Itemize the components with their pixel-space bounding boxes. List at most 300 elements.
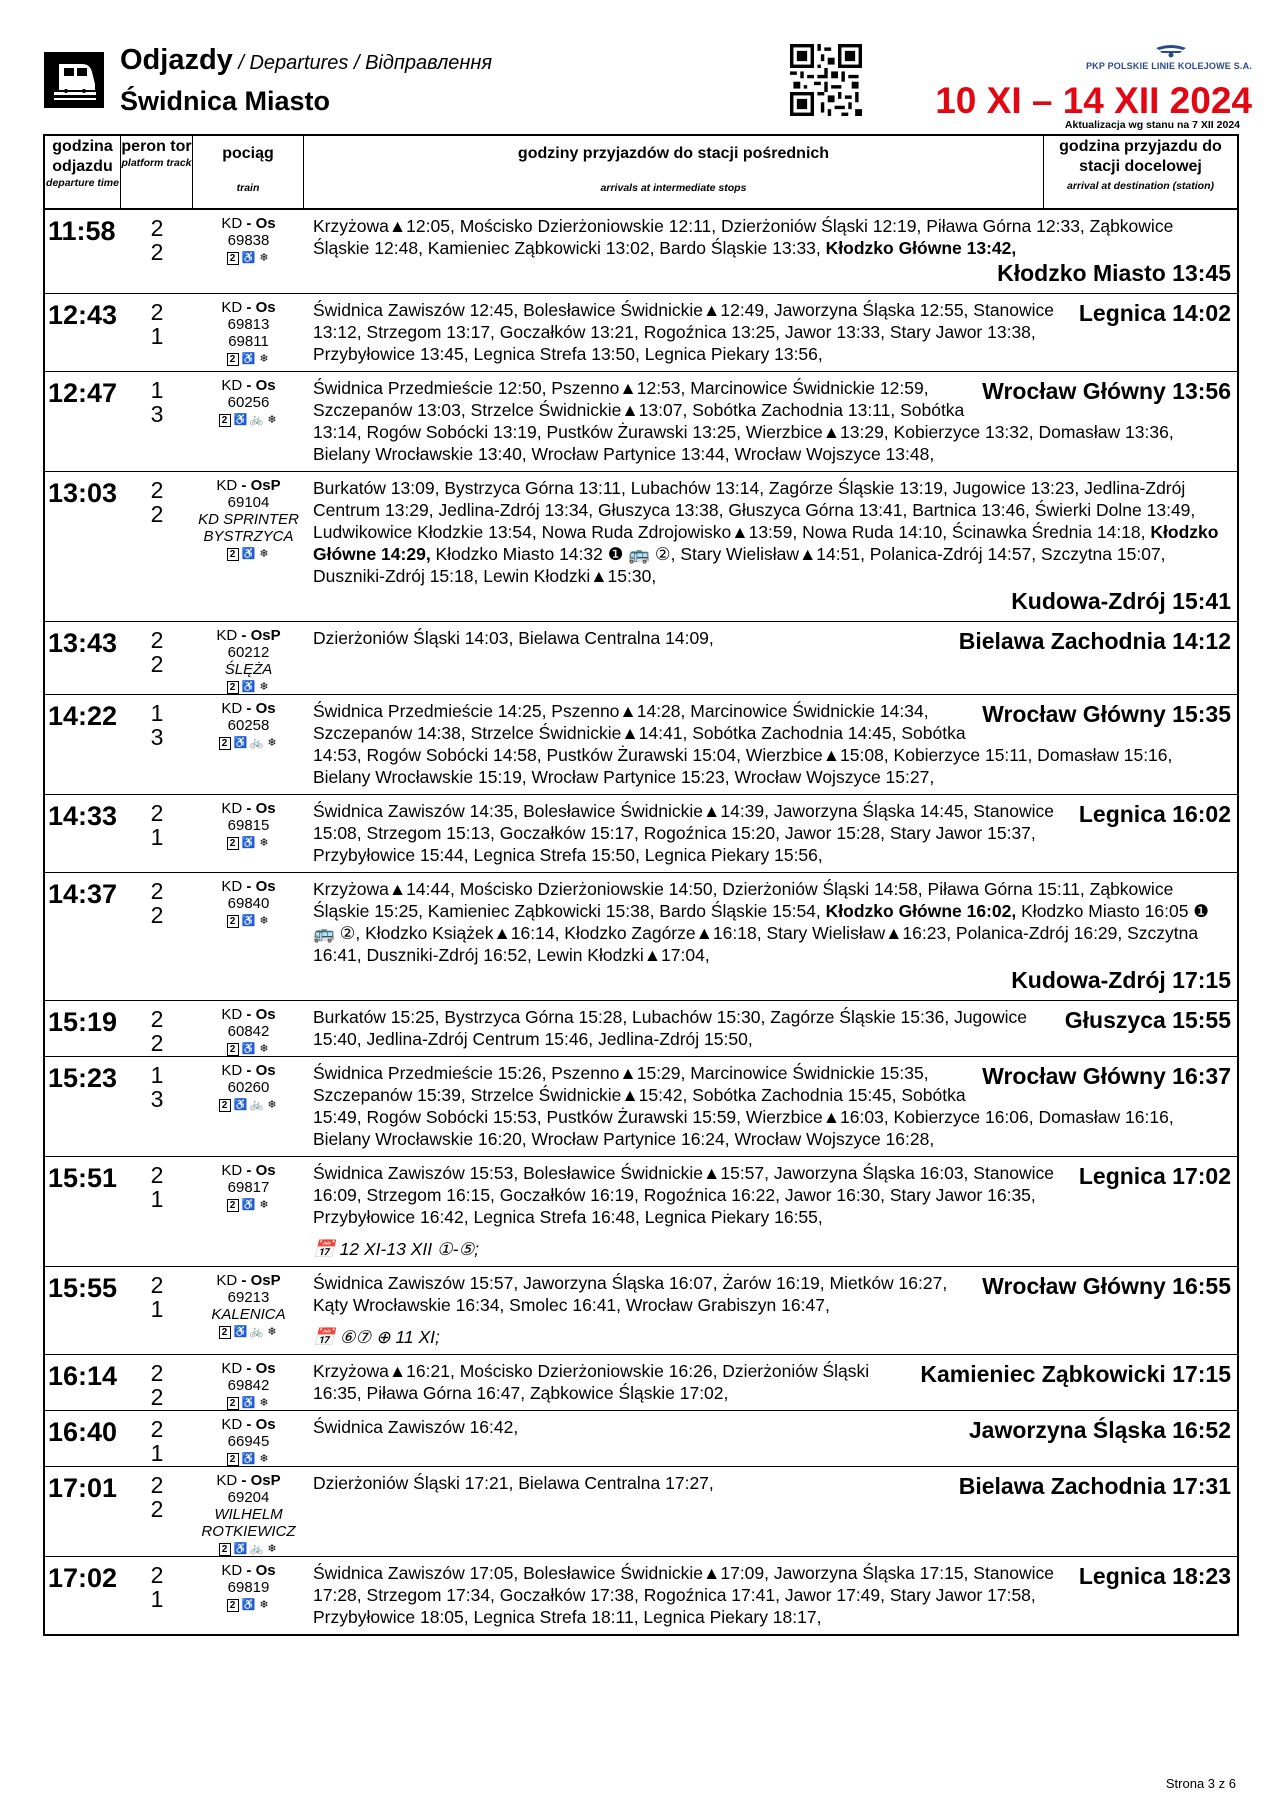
train-type: OsP [250, 1472, 281, 1489]
train-category: KD - Os [221, 1062, 276, 1079]
column-stops-pl: godziny przyjazdów do stacji pośrednich [517, 145, 830, 162]
track-number: 1 [150, 1186, 164, 1212]
column-platform-pl: peron tor [121, 138, 192, 155]
departure-row [45, 1466, 1237, 1556]
departure-time: 13:43 [48, 628, 118, 658]
train-icon [44, 52, 104, 108]
train-category: KD - Os [221, 1162, 276, 1179]
platform-track [121, 1267, 193, 1354]
wheelchair-icon: ♿ [241, 548, 256, 560]
validity-period: 10 XI – 14 XII 2024 [935, 80, 1252, 121]
column-header-train [193, 136, 304, 208]
train-type: Os [255, 1416, 276, 1433]
train-number: 69842 [227, 1377, 270, 1394]
train-number: 60260 [227, 1079, 270, 1096]
departure-row [45, 1056, 1237, 1156]
amenities [193, 252, 304, 265]
air-conditioning-icon: ❄ [267, 1099, 277, 1111]
title-bold: Odjazdy [120, 44, 233, 76]
train-number: 69819 [227, 1579, 270, 1596]
train-info [193, 210, 304, 293]
departure-row [45, 1000, 1237, 1056]
platform-track [121, 695, 193, 794]
air-conditioning-icon: ❄ [259, 252, 269, 264]
bicycle-icon: 🚲 [249, 1099, 264, 1111]
class-2-icon: 2 [227, 353, 239, 366]
departures-list [45, 210, 1237, 1634]
train-info [193, 622, 304, 694]
train-info [193, 1001, 304, 1056]
platform-number: 2 [150, 1472, 164, 1498]
column-header-stops [304, 136, 1044, 208]
intermediate-stops [304, 695, 1237, 794]
wheelchair-icon: ♿ [241, 252, 256, 264]
destination: Legnica 16:02 [1078, 801, 1231, 827]
destination: Legnica 14:02 [1078, 300, 1231, 326]
wheelchair-icon: ♿ [241, 1043, 256, 1055]
train-number: 60256 [227, 394, 270, 411]
wheelchair-icon: ♿ [233, 737, 248, 749]
departure-row [45, 371, 1237, 471]
amenities [193, 353, 304, 366]
bicycle-icon: 🚲 [249, 737, 264, 749]
track-number: 2 [150, 501, 164, 527]
train-info [193, 1467, 304, 1556]
departure-row [45, 293, 1237, 371]
departure-time: 15:51 [48, 1163, 118, 1193]
train-info [193, 1267, 304, 1354]
stops-list: Świdnica Zawiszów 16:42, [313, 1417, 519, 1437]
bicycle-icon: 🚲 [249, 1326, 264, 1338]
departure-time: 16:40 [48, 1417, 118, 1447]
train-info [193, 1411, 304, 1466]
stops-list: Świdnica Zawiszów 15:57, Jaworzyna Śląska 16:07, Żarów 16:19, Mietków 16:27, Kąty Wrocławskie 16:34, Smolec 16:41, Wrocław Grabiszyn 16:47, [313, 1273, 948, 1315]
departure-time: 13:03 [48, 478, 118, 508]
destination: Kudowa-Zdrój 17:15 [1011, 967, 1231, 993]
departure-row [45, 210, 1237, 293]
wheelchair-icon: ♿ [241, 353, 256, 365]
wheelchair-icon: ♿ [233, 1326, 248, 1338]
intermediate-stops [304, 1355, 1237, 1410]
air-conditioning-icon: ❄ [267, 1543, 277, 1555]
wheelchair-icon: ♿ [233, 1543, 248, 1555]
platform-track [121, 1001, 193, 1056]
stops-list: Burkatów 15:25, Bystrzyca Górna 15:28, Lubachów 15:30, Zagórze Śląskie 15:36, Jugowice 15:40, Jedlina-Zdrój Centrum 15:46, Jedlina-Zdrój 15:50, [313, 1007, 1028, 1049]
amenities [193, 1099, 304, 1112]
column-time-en: departure time [46, 177, 119, 189]
destination: Bielawa Zachodnia 17:31 [958, 1473, 1231, 1499]
departure-time: 17:02 [48, 1563, 118, 1593]
operator-name: PKP POLSKIE LINIE KOLEJOWE S.A. [1085, 61, 1252, 71]
title-translations: / Departures / Відправлення [232, 52, 493, 74]
train-category: KD - Os [221, 878, 276, 895]
amenities [193, 681, 304, 694]
stop-highlight: Kłodzko Główne 16:02, [825, 901, 1017, 921]
stops-continued: Kłodzko Miasto 14:32 ❶ 🚌 ②, Stary Wielisław▲14:51, Polanica-Zdrój 14:57, Szczytna 15:07, Duszniki-Zdrój 15:18, Lewin Kłodzki▲15:30, [313, 544, 1166, 586]
platform-track [121, 472, 193, 621]
platform-track [121, 795, 193, 872]
platform-track [121, 622, 193, 694]
destination: Wrocław Główny 16:37 [982, 1063, 1231, 1089]
carrier-code: KD [221, 878, 243, 895]
platform-number: 2 [150, 1562, 164, 1588]
train-category: KD - Os [221, 1006, 276, 1023]
platform-number: 1 [150, 700, 164, 726]
column-destination-en: arrival at destination (station) [1066, 180, 1215, 192]
class-2-icon: 2 [219, 414, 231, 427]
intermediate-stops [304, 1001, 1237, 1056]
stops-list: Krzyżowa▲16:21, Mościsko Dzierżoniowskie 16:26, Dzierżoniów Śląski 16:35, Piława Górna 16:47, Ząbkowice Śląskie 17:02, [313, 1361, 870, 1403]
train-number: 69840 [227, 895, 270, 912]
departure-row [45, 694, 1237, 794]
calendar-note: 📅 12 XI-13 XII ①-⑤; [313, 1239, 479, 1259]
wheelchair-icon: ♿ [241, 1397, 256, 1409]
air-conditioning-icon: ❄ [259, 1043, 269, 1055]
train-info [193, 372, 304, 471]
wheelchair-icon: ♿ [233, 414, 248, 426]
track-number: 2 [150, 1384, 164, 1410]
train-type: Os [255, 299, 276, 316]
platform-track [121, 372, 193, 471]
carrier-code: KD [221, 700, 243, 717]
train-info [193, 695, 304, 794]
class-2-icon: 2 [219, 737, 231, 750]
departure-row [45, 621, 1237, 694]
destination: Wrocław Główny 13:56 [982, 378, 1231, 404]
platform-number: 1 [150, 377, 164, 403]
carrier-code: KD [221, 299, 243, 316]
platform-track [121, 1157, 193, 1266]
amenities [193, 1043, 304, 1056]
train-category: KD - Os [221, 1360, 276, 1377]
departure-row [45, 1156, 1237, 1266]
stops-list: Świdnica Zawiszów 14:35, Bolesławice Świdnickie▲14:39, Jaworzyna Śląska 14:45, Stanowice 15:08, Strzegom 15:13, Goczałków 15:17, Rogoźnica 15:20, Jawor 15:28, Stary Jawor 15:37, Przybyłowice 15:44, Legnica Strefa 15:50, Legnica Piekary 15:56, [313, 801, 1055, 865]
qr-code-icon[interactable] [790, 44, 862, 116]
stops-list: Dzierżoniów Śląski 14:03, Bielawa Centralna 14:09, [313, 628, 714, 648]
platform-number: 2 [150, 800, 164, 826]
wheelchair-icon: ♿ [241, 681, 256, 693]
train-type: Os [255, 377, 276, 394]
train-category: KD - OsP [216, 627, 281, 644]
class-2-icon: 2 [227, 1199, 239, 1212]
air-conditioning-icon: ❄ [259, 837, 269, 849]
carrier-code: KD [216, 627, 238, 644]
train-name: KD SPRINTER BYSTRZYCA [198, 511, 299, 545]
destination: Wrocław Główny 15:35 [982, 701, 1231, 727]
wheelchair-icon: ♿ [241, 837, 256, 849]
platform-number: 2 [150, 1272, 164, 1298]
intermediate-stops [304, 1557, 1237, 1634]
air-conditioning-icon: ❄ [267, 414, 277, 426]
carrier-code: KD [221, 1006, 243, 1023]
departure-time: 14:33 [48, 801, 118, 831]
departure-time: 12:47 [48, 378, 118, 408]
departure-row [45, 1556, 1237, 1634]
train-category: KD - Os [221, 215, 276, 232]
train-type: Os [255, 1062, 276, 1079]
track-number: 2 [150, 902, 164, 928]
train-info [193, 873, 304, 1000]
carrier-code: KD [221, 1162, 243, 1179]
platform-number: 2 [150, 1360, 164, 1386]
air-conditioning-icon: ❄ [259, 681, 269, 693]
train-number: 69815 [227, 817, 270, 834]
destination: Jaworzyna Śląska 16:52 [968, 1417, 1231, 1443]
platform-number: 1 [150, 1062, 164, 1088]
train-number: 60258 [227, 717, 270, 734]
carrier-code: KD [221, 215, 243, 232]
track-number: 3 [150, 724, 164, 750]
air-conditioning-icon: ❄ [259, 1453, 269, 1465]
platform-track [121, 1355, 193, 1410]
stop-highlight: Kłodzko Główne 13:42, [825, 238, 1017, 258]
intermediate-stops [304, 873, 1237, 1000]
intermediate-stops [304, 210, 1237, 293]
column-header-time [45, 136, 121, 208]
train-info [193, 1355, 304, 1410]
destination: Kudowa-Zdrój 15:41 [1011, 588, 1231, 614]
intermediate-stops [304, 372, 1237, 471]
train-info [193, 1057, 304, 1156]
calendar-note: 📅 ⑥⑦ ⊕ 11 XI; [313, 1327, 440, 1347]
class-2-icon: 2 [227, 1397, 239, 1410]
platform-number: 2 [150, 1162, 164, 1188]
departure-time: 17:01 [48, 1473, 118, 1503]
track-number: 2 [150, 239, 164, 265]
train-type: Os [255, 878, 276, 895]
carrier-code: KD [221, 377, 243, 394]
departures-table [43, 134, 1239, 1636]
track-number: 2 [150, 1496, 164, 1522]
train-info [193, 795, 304, 872]
destination: Kłodzko Miasto 13:45 [997, 260, 1231, 286]
wheelchair-icon: ♿ [241, 1453, 256, 1465]
column-time-pl: godzina odjazdu [52, 138, 113, 175]
departure-time: 14:22 [48, 701, 118, 731]
train-number: 69204 [227, 1489, 270, 1506]
bicycle-icon: 🚲 [249, 414, 264, 426]
train-name: KALENICA [211, 1306, 286, 1323]
carrier-code: KD [221, 1360, 243, 1377]
page-title [120, 44, 492, 77]
station-name: Świdnica Miasto [120, 86, 331, 116]
class-2-icon: 2 [227, 1043, 239, 1056]
update-note: Aktualizacja wg stanu na 7 XII 2024 [1064, 119, 1240, 131]
column-destination-pl: godzina przyjazdu do stacji docelowej [1059, 138, 1222, 175]
intermediate-stops [304, 622, 1237, 694]
departure-time: 15:55 [48, 1273, 118, 1303]
air-conditioning-icon: ❄ [267, 1326, 277, 1338]
train-category: KD - Os [221, 377, 276, 394]
platform-track [121, 1057, 193, 1156]
stops-list: Świdnica Zawiszów 15:53, Bolesławice Świdnickie▲15:57, Jaworzyna Śląska 16:03, Stanowice 16:09, Strzegom 16:15, Goczałków 16:19, Rogoźnica 16:22, Jawor 16:30, Stary Jawor 16:35, Przybyłowice 16:42, Legnica Strefa 16:48, Legnica Piekary 16:55, [313, 1163, 1055, 1227]
column-platform-en: platform track [121, 157, 192, 169]
train-name: WILHELM ROTKIEWICZ [201, 1506, 296, 1540]
destination: Kamieniec Ząbkowicki 17:15 [920, 1361, 1231, 1387]
train-category: KD - Os [221, 700, 276, 717]
train-category: KD - OsP [216, 1472, 281, 1489]
class-2-icon: 2 [227, 681, 239, 694]
departure-row [45, 794, 1237, 872]
platform-track [121, 1557, 193, 1634]
carrier-code: KD [221, 1562, 243, 1579]
amenities [193, 1599, 304, 1612]
departure-row [45, 471, 1237, 621]
departure-row [45, 872, 1237, 1000]
train-type: Os [255, 1562, 276, 1579]
bicycle-icon: 🚲 [249, 1543, 264, 1555]
air-conditioning-icon: ❄ [259, 1199, 269, 1211]
train-number: 60842 [227, 1023, 270, 1040]
train-number: 69838 [227, 232, 270, 249]
platform-number: 2 [150, 627, 164, 653]
stops-list: Dzierżoniów Śląski 17:21, Bielawa Centralna 17:27, [313, 1473, 714, 1493]
air-conditioning-icon: ❄ [259, 915, 269, 927]
train-category: KD - Os [221, 800, 276, 817]
stops-list: Krzyżowa▲12:05, Mościsko Dzierżoniowskie 12:11, Dzierżoniów Śląski 12:19, Piława Górna 12:33, Ząbkowice Śląskie 12:48, Kamieniec Ząbkowicki 13:02, Bardo Śląskie 13:33, [313, 216, 1174, 258]
class-2-icon: 2 [227, 548, 239, 561]
amenities [193, 737, 304, 750]
train-number: 60212 [227, 644, 270, 661]
amenities [193, 548, 304, 561]
train-type: OsP [250, 1272, 281, 1289]
class-2-icon: 2 [219, 1326, 231, 1339]
stops-list: Burkatów 13:09, Bystrzyca Górna 13:11, Lubachów 13:14, Zagórze Śląskie 13:19, Jugowice 13:23, Jedlina-Zdrój Centrum 13:29, Jedlina-Zdrój 13:34, Głuszyca 13:38, Głuszyca Górna 13:41, Bartnica 13:46, Świerki Dolne 13:49, Ludwikowice Kłodzkie 13:54, Nowa Ruda Zdrojowisko▲13:59, Nowa Ruda 14:10, Ścinawka Średnia 14:18, [313, 478, 1196, 542]
air-conditioning-icon: ❄ [259, 1599, 269, 1611]
train-name: ŚLĘŻA [224, 661, 273, 678]
destination: Legnica 17:02 [1078, 1163, 1231, 1189]
stops-continued: Kłodzko Miasto 16:05 ❶ 🚌 ②, Kłodzko Książek▲16:14, Kłodzko Zagórze▲16:18, Stary Wielisław▲16:23, Polanica-Zdrój 16:29, Szczytna 16:41, Duszniki-Zdrój 16:52, Lewin Kłodzki▲17:04, [313, 901, 1209, 965]
column-header-destination [1044, 136, 1237, 208]
train-type: Os [255, 700, 276, 717]
departure-time: 12:43 [48, 300, 118, 330]
train-category: KD - OsP [216, 477, 281, 494]
wheelchair-icon: ♿ [241, 915, 256, 927]
track-number: 1 [150, 824, 164, 850]
page-header [0, 0, 1280, 140]
platform-number: 2 [150, 878, 164, 904]
class-2-icon: 2 [219, 1543, 231, 1556]
carrier-code: KD [221, 1062, 243, 1079]
departure-row [45, 1266, 1237, 1354]
platform-track [121, 1411, 193, 1466]
departure-time: 14:37 [48, 879, 118, 909]
air-conditioning-icon: ❄ [267, 737, 277, 749]
track-number: 2 [150, 651, 164, 677]
train-info [193, 1157, 304, 1266]
stop-highlight: Kłodzko Główne 14:29, [313, 522, 1219, 564]
platform-track [121, 294, 193, 371]
train-type: Os [255, 215, 276, 232]
intermediate-stops [304, 1157, 1237, 1266]
stops-list: Świdnica Zawiszów 12:45, Bolesławice Świdnickie▲12:49, Jaworzyna Śląska 12:55, Stanowice 13:12, Strzegom 13:17, Goczałków 13:21, Rogoźnica 13:25, Jawor 13:33, Stary Jawor 13:38, Przybyłowice 13:45, Legnica Strefa 13:50, Legnica Piekary 13:56, [313, 300, 1055, 364]
air-conditioning-icon: ❄ [259, 548, 269, 560]
amenities [193, 1199, 304, 1212]
intermediate-stops [304, 1267, 1237, 1354]
train-number: 69813 69811 [227, 316, 270, 350]
departure-time: 11:58 [48, 216, 116, 246]
amenities [193, 414, 304, 427]
column-train-en: train [236, 182, 260, 194]
train-number: 69817 [227, 1179, 270, 1196]
class-2-icon: 2 [227, 1599, 239, 1612]
intermediate-stops [304, 1467, 1237, 1556]
track-number: 3 [150, 1086, 164, 1112]
column-train-pl: pociąg [222, 145, 274, 162]
train-type: OsP [250, 627, 281, 644]
track-number: 1 [150, 1440, 164, 1466]
carrier-code: KD [221, 800, 243, 817]
destination: Głuszyca 15:55 [1064, 1007, 1231, 1033]
train-category: KD - Os [221, 1416, 276, 1433]
amenities [193, 915, 304, 928]
departure-time: 16:14 [48, 1361, 118, 1391]
train-type: Os [255, 1360, 276, 1377]
train-info [193, 472, 304, 621]
intermediate-stops [304, 294, 1237, 371]
page-number: Strona 3 z 6 [1165, 1776, 1236, 1791]
platform-track [121, 873, 193, 1000]
destination: Legnica 18:23 [1078, 1563, 1231, 1589]
carrier-code: KD [216, 477, 238, 494]
class-2-icon: 2 [219, 1099, 231, 1112]
stops-list: Świdnica Przedmieście 14:25, Pszenno▲14:28, Marcinowice Świdnickie 14:34, Szczepanów 14:38, Strzelce Świdnickie▲14:41, Sobótka Zachodnia 14:45, Sobótka 14:53, Rogów Sobócki 14:58, Pustków Żurawski 15:04, Wierzbice▲15:08, Kobierzyce 15:11, Domasław 15:16, Bielany Wrocławskie 15:19, Wrocław Partynice 15:23, Wrocław Wojszyce 15:27, [313, 701, 1173, 787]
platform-number: 2 [150, 477, 164, 503]
departure-row [45, 1354, 1237, 1410]
carrier-code: KD [216, 1472, 238, 1489]
train-type: Os [255, 800, 276, 817]
column-header-platform [121, 136, 193, 208]
departure-time: 15:19 [48, 1007, 118, 1037]
train-number: 69104 [227, 494, 270, 511]
platform-number: 2 [150, 299, 164, 325]
train-number: 69213 [227, 1289, 270, 1306]
track-number: 2 [150, 1030, 164, 1056]
wheelchair-icon: ♿ [241, 1199, 256, 1211]
platform-track [121, 1467, 193, 1556]
track-number: 1 [150, 323, 164, 349]
train-category: KD - OsP [216, 1272, 281, 1289]
intermediate-stops [304, 472, 1237, 621]
class-2-icon: 2 [227, 252, 239, 265]
wheelchair-icon: ♿ [241, 1599, 256, 1611]
carrier-code: KD [216, 1272, 238, 1289]
train-number: 66945 [227, 1433, 270, 1450]
intermediate-stops [304, 795, 1237, 872]
amenities [193, 1326, 304, 1339]
air-conditioning-icon: ❄ [259, 353, 269, 365]
destination: Bielawa Zachodnia 14:12 [958, 628, 1231, 654]
train-type: Os [255, 1162, 276, 1179]
wheelchair-icon: ♿ [233, 1099, 248, 1111]
destination: Wrocław Główny 16:55 [982, 1273, 1231, 1299]
train-category: KD - Os [221, 1562, 276, 1579]
class-2-icon: 2 [227, 837, 239, 850]
track-number: 1 [150, 1296, 164, 1322]
platform-track [121, 210, 193, 293]
amenities [193, 837, 304, 850]
train-category: KD - Os [221, 299, 276, 316]
track-number: 3 [150, 401, 164, 427]
amenities [193, 1453, 304, 1466]
class-2-icon: 2 [227, 915, 239, 928]
train-type: Os [255, 1006, 276, 1023]
table-header [45, 136, 1237, 210]
departure-time: 15:23 [48, 1063, 118, 1093]
platform-number: 2 [150, 1006, 164, 1032]
amenities [193, 1397, 304, 1410]
departure-row [45, 1410, 1237, 1466]
